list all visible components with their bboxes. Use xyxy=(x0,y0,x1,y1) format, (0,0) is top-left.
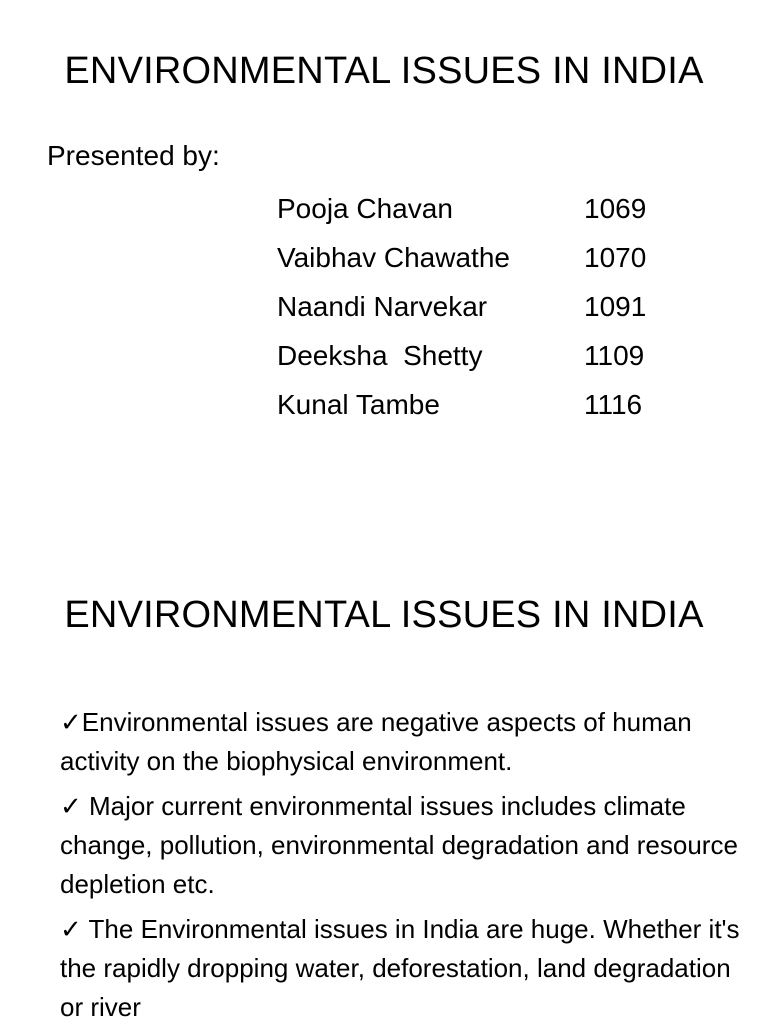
bullet-item xyxy=(60,910,740,1027)
bullet-item xyxy=(60,787,740,904)
presenter-name: Deeksha Shetty xyxy=(277,340,483,371)
presenter-roll-number: 1091 xyxy=(584,291,647,322)
presenter-roll-number: 1116 xyxy=(584,389,643,420)
presenter-row xyxy=(277,287,677,336)
presenter-roll-number: 1070 xyxy=(584,242,647,273)
presenter-row xyxy=(277,336,677,385)
check-mark-icon: ✓ xyxy=(60,791,82,821)
presenter-list xyxy=(277,189,677,434)
bullet-item xyxy=(60,703,740,781)
presented-by-label: Presented by: xyxy=(47,140,220,171)
presenter-row xyxy=(277,238,677,287)
bullet-text: The Environmental issues in India are huge. Whether it's the rapidly dropping water, deforestation, land degradation or river xyxy=(60,914,740,1022)
slide-title: ENVIRONMENTAL ISSUES IN INDIA xyxy=(64,594,704,636)
presenter-name: Pooja Chavan xyxy=(277,193,453,224)
presenter-roll-number: 1109 xyxy=(584,340,645,371)
bullet-text: Major current environmental issues includes climate change, pollution, environmental degradation and resource depletion etc. xyxy=(60,791,738,899)
presenter-name: Vaibhav Chawathe xyxy=(277,242,510,273)
content-slide xyxy=(0,540,768,1024)
presenter-row xyxy=(277,189,677,238)
check-mark-icon: ✓ xyxy=(60,914,82,944)
presenter-name: Kunal Tambe xyxy=(277,389,440,420)
bullet-text: Environmental issues are negative aspects of human activity on the biophysical environment. xyxy=(60,707,692,776)
bullet-list xyxy=(60,703,740,1033)
presenter-name: Naandi Narvekar xyxy=(277,291,488,322)
slide-title: ENVIRONMENTAL ISSUES IN INDIA xyxy=(64,50,704,92)
presenter-row xyxy=(277,385,677,434)
check-mark-icon: ✓ xyxy=(60,707,82,737)
presenter-roll-number: 1069 xyxy=(584,193,647,224)
